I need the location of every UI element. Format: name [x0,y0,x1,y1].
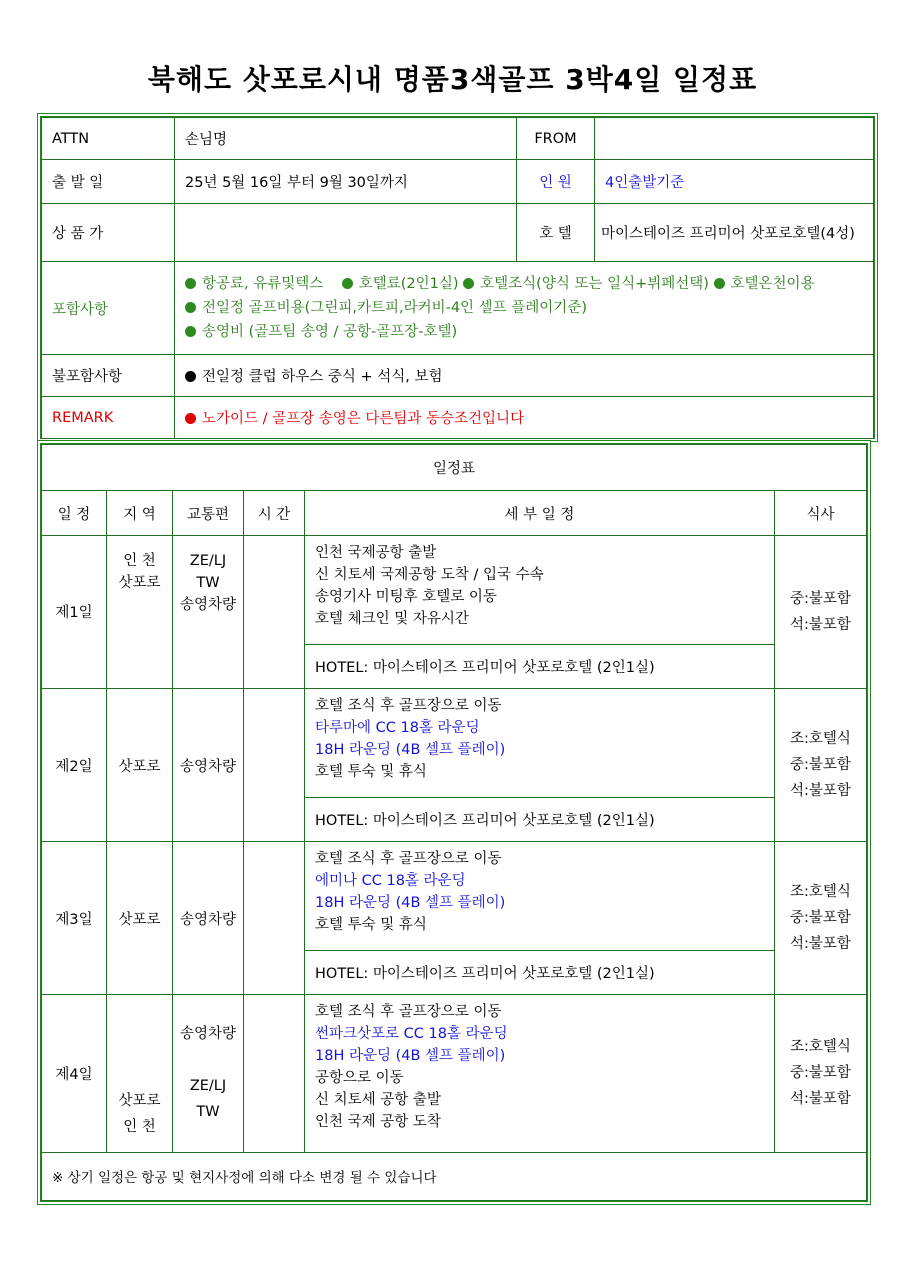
remark-label: REMARK [42,397,175,439]
day-4-meals [774,995,866,1152]
day-3-hotel: HOTEL: 마이스테이즈 프리미어 삿포로호텔 (2인1실) [305,950,775,994]
detail-line: 송영기사 미팅후 호텔로 이동 [315,588,497,605]
meal-text: 석:불포함 [790,1091,851,1108]
day-1-time [244,535,305,688]
include-item: 호텔료(2인1실) [358,276,459,292]
meal-text: 중:불포함 [790,910,851,927]
meal-text: 중:불포함 [790,590,851,607]
bullet-icon [185,326,196,337]
day-3-transport: 송영차량 [173,842,244,995]
schedule-header: 일정표 [42,445,867,491]
info-table [40,116,875,439]
detail-line: 호텔 투숙 및 휴식 [315,917,427,934]
day-1-hotel: HOTEL: 마이스테이즈 프리미어 삿포로호텔 (2인1실) [305,644,775,688]
detail-line: 썬파크삿포로 CC 18홀 라운딩 [315,1026,508,1043]
region-text: 인 천 [123,1118,156,1135]
hotel-value: 마이스테이즈 프리미어 삿포로호텔(4성) [595,204,874,262]
bullet-icon [342,278,353,289]
exclude-value-cell [175,355,874,397]
bullet-icon [185,371,196,382]
day-3-region: 삿포로 [107,842,173,995]
include-item: 호텔온천이용 [730,276,815,292]
col-details: 세 부 일 정 [305,491,775,535]
attn-value: 손님명 [175,118,517,160]
transport-text: TW [196,1104,220,1121]
col-transport: 교통편 [173,491,244,535]
detail-line: 18H 라운딩 (4B 셀프 플레이) [315,895,506,912]
meal-text: 조:호텔식 [790,1039,851,1056]
exclude-label: 불포함사항 [42,355,175,397]
detail-line: 호텔 투숙 및 휴식 [315,763,427,780]
detail-line: 에미나 CC 18홀 라운딩 [315,873,466,890]
day-3-meals [774,842,866,995]
transport-text: 송영차량 [179,596,237,613]
from-value [595,118,874,160]
footnote: ※ 상기 일정은 항공 및 현지사정에 의해 다소 변경 될 수 있습니다 [42,1152,867,1200]
schedule-table [40,443,868,1202]
detail-line: 공항으로 이동 [315,1070,404,1087]
bullet-icon [185,302,196,313]
meal-text: 중:불포함 [790,1065,851,1082]
day-1-details [305,535,775,644]
detail-line: 타루마에 CC 18홀 라운딩 [315,719,480,736]
region-text: 인 천 [123,552,156,569]
bullet-icon [714,278,725,289]
meal-text: 조:호텔식 [790,731,851,747]
meal-text: 중:불포함 [790,757,851,773]
detail-line: 호텔 조식 후 골프장으로 이동 [315,1004,502,1021]
detail-line: 18H 라운딩 (4B 셀프 플레이) [315,1048,506,1065]
day-2-hotel: HOTEL: 마이스테이즈 프리미어 삿포로호텔 (2인1실) [305,797,775,841]
col-day: 일 정 [42,491,107,535]
exclude-value: 전일정 클럽 하우스 중식 + 석식, 보험 [202,369,443,385]
detail-line: 신 치토세 국제공항 도착 / 입국 수속 [315,566,544,583]
pax-label: 인 원 [517,160,595,204]
meal-text: 석:불포함 [790,616,851,633]
include-item: 송영비 (골프팀 송영 / 공항-골프장-호텔) [202,324,458,340]
transport-text: TW [196,574,220,591]
meal-text: 조:호텔식 [790,884,851,901]
remark-value-cell [175,397,874,439]
detail-line: 호텔 조식 후 골프장으로 이동 [315,697,502,714]
transport-text: ZE/LJ [189,552,227,569]
day-2-region: 삿포로 [107,688,173,841]
day-4-time [244,995,305,1152]
include-list [175,262,874,355]
meal-text: 석:불포함 [790,783,851,799]
bullet-icon [185,278,196,289]
price-label: 상 품 가 [42,204,175,262]
day-1-meals [774,535,866,688]
day-1-label: 제1일 [42,535,107,688]
price-value [175,204,517,262]
bullet-icon [463,278,474,289]
col-region: 지 역 [107,491,173,535]
bullet-icon [185,413,196,424]
remark-value: 노가이드 / 골프장 송영은 다른팀과 동승조건입니다 [202,411,525,427]
detail-line: 18H 라운딩 (4B 셀프 플레이) [315,741,506,758]
detail-line: 인천 국제공항 출발 [315,544,437,561]
from-label: FROM [517,118,595,160]
day-4-details [305,995,775,1152]
include-label: 포함사항 [42,262,175,355]
page-title: 북해도 삿포로시내 명품3색골프 3박4일 일정표 [147,63,758,96]
depart-value: 25년 5월 16일 부터 9월 30일까지 [175,160,517,204]
col-meals: 식사 [774,491,866,535]
day-2-details [305,688,775,797]
day-3-details [305,842,775,951]
depart-label: 출 발 일 [42,160,175,204]
day-1-transport [173,535,244,688]
day-4-region [107,995,173,1152]
day-1-region [107,535,173,688]
day-2-meals [774,688,866,841]
detail-line: 호텔 조식 후 골프장으로 이동 [315,851,502,868]
day-4-transport [173,995,244,1152]
region-text: 삿포로 [118,1092,161,1109]
day-2-time [244,688,305,841]
detail-line: 호텔 체크인 및 자유시간 [315,610,469,627]
hotel-label: 호 텔 [517,204,595,262]
day-2-label: 제2일 [42,688,107,841]
attn-label: ATTN [42,118,175,160]
region-text: 삿포로 [118,574,161,591]
day-3-time [244,842,305,995]
include-item: 호텔조식(양식 또는 일식+뷔페선택) [480,276,709,292]
include-item: 전일정 골프비용(그린피,카트피,라커비-4인 셀프 플레이기준) [202,300,587,316]
day-3-label: 제3일 [42,842,107,995]
transport-text: 송영차량 [179,1026,237,1043]
transport-text: ZE/LJ [189,1078,227,1095]
day-2-transport: 송영차량 [173,688,244,841]
include-item: 항공료, 유류및텍스 [202,276,324,292]
day-4-label: 제4일 [42,995,107,1152]
meal-text: 석:불포함 [790,936,851,953]
col-time: 시 간 [244,491,305,535]
pax-value: 4인출발기준 [595,160,874,204]
detail-line: 인천 국제 공항 도착 [315,1114,441,1131]
detail-line: 신 치토세 공항 출발 [315,1092,441,1109]
